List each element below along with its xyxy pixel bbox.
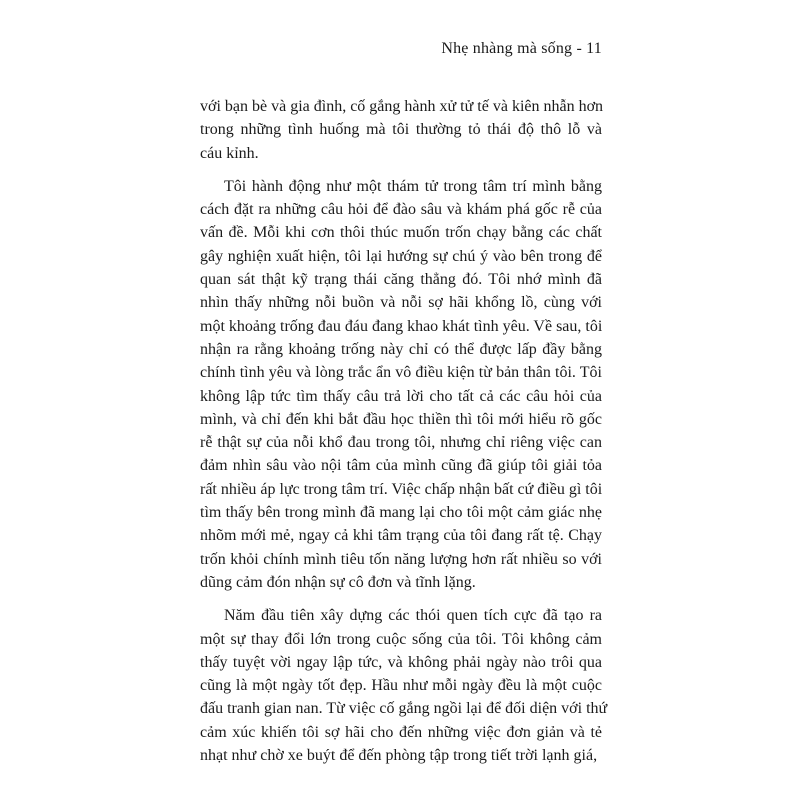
text-line: cảm xúc khiến tôi sợ hãi cho đến những việc đơn giản và tẻ	[200, 723, 602, 741]
text-line: nhìn thấy những nỗi buồn và nỗi sợ hãi khổng lồ, cùng với	[200, 294, 602, 312]
text-line: mình, và chỉ đến khi bắt đầu học thiền thì tôi mới hiểu rõ gốc	[200, 410, 602, 428]
text-line: dũng cảm đón nhận sự cô đơn và tĩnh lặng.	[200, 573, 476, 591]
text-line: nhạt như chờ xe buýt để đến phòng tập trong tiết trời lạnh giá,	[200, 747, 598, 765]
text-line: cách đặt ra những câu hỏi để đào sâu và khám phá gốc rễ của	[200, 201, 602, 219]
text-line: nhõm mới mẻ, ngay cả khi tâm trạng của tôi đang rất tệ. Chạy	[200, 527, 602, 545]
text-line: cáu kỉnh.	[200, 144, 259, 162]
text-line: nhận ra rằng khoảng trống này chỉ có thể được lấp đầy bằng	[200, 340, 602, 358]
text-line: trong những tình huống mà tôi thường tỏ thái độ thô lỗ và	[200, 121, 602, 139]
running-header: Nhẹ nhàng mà sống - 11	[441, 40, 602, 57]
paragraph	[200, 604, 608, 767]
text-line: một khoảng trống đau đáu đang khao khát tình yêu. Về sau, tôi	[200, 317, 603, 335]
text-line: rất nhiều áp lực trong tâm trí. Việc chấp nhận bất cứ điều gì tôi	[200, 480, 603, 498]
text-line: đảm nhìn sâu vào nội tâm của mình cũng đã giúp tôi giải tỏa	[200, 457, 602, 475]
text-line: không lập tức tìm thấy câu trả lời cho tất cả các câu hỏi của	[200, 387, 602, 405]
body-text	[200, 95, 608, 767]
text-line: chính tình yêu và lòng trắc ẩn vô điều kiện từ bản thân tôi. Tôi	[200, 364, 602, 382]
paragraph	[200, 175, 602, 594]
text-line: thấy tuyệt vời ngay lập tức, và không phải ngày nào trôi qua	[200, 653, 602, 671]
text-line: vấn đề. Mỗi khi cơn thôi thúc muốn trốn chạy bằng các chất	[200, 224, 602, 242]
text-line: Năm đầu tiên xây dựng các thói quen tích cực đã tạo ra	[224, 607, 602, 625]
text-line: gây nghiện xuất hiện, tôi lại hướng sự chú ý vào bên trong để	[200, 247, 602, 265]
text-line: rễ thật sự của nỗi khổ đau trong tôi, nhưng chỉ riêng việc can	[200, 434, 602, 452]
paragraph	[200, 95, 602, 165]
text-line: đấu tranh gian nan. Từ việc cố gắng ngồi lại để đối diện với thứ	[200, 700, 608, 718]
text-line: tìm thấy bên trong mình đã mang lại cho tôi một cảm giác nhẹ	[200, 504, 602, 522]
text-line: với bạn bè và gia đình, cố gắng hành xử tử tế và kiên nhẫn hơn	[200, 98, 604, 115]
text-line: cũng là một ngày tốt đẹp. Hầu như mỗi ngày đều là một cuộc	[200, 677, 602, 695]
text-line: trốn khỏi chính mình tiêu tốn năng lượng hơn rất nhiều so với	[200, 550, 602, 568]
text-line: quan sát thật kỹ trạng thái căng thẳng đó. Tôi nhớ mình đã	[200, 271, 602, 289]
text-line: Tôi hành động như một thám tử trong tâm trí mình bằng	[224, 177, 602, 195]
text-line: một sự thay đổi lớn trong cuộc sống của tôi. Tôi không cảm	[200, 630, 602, 648]
